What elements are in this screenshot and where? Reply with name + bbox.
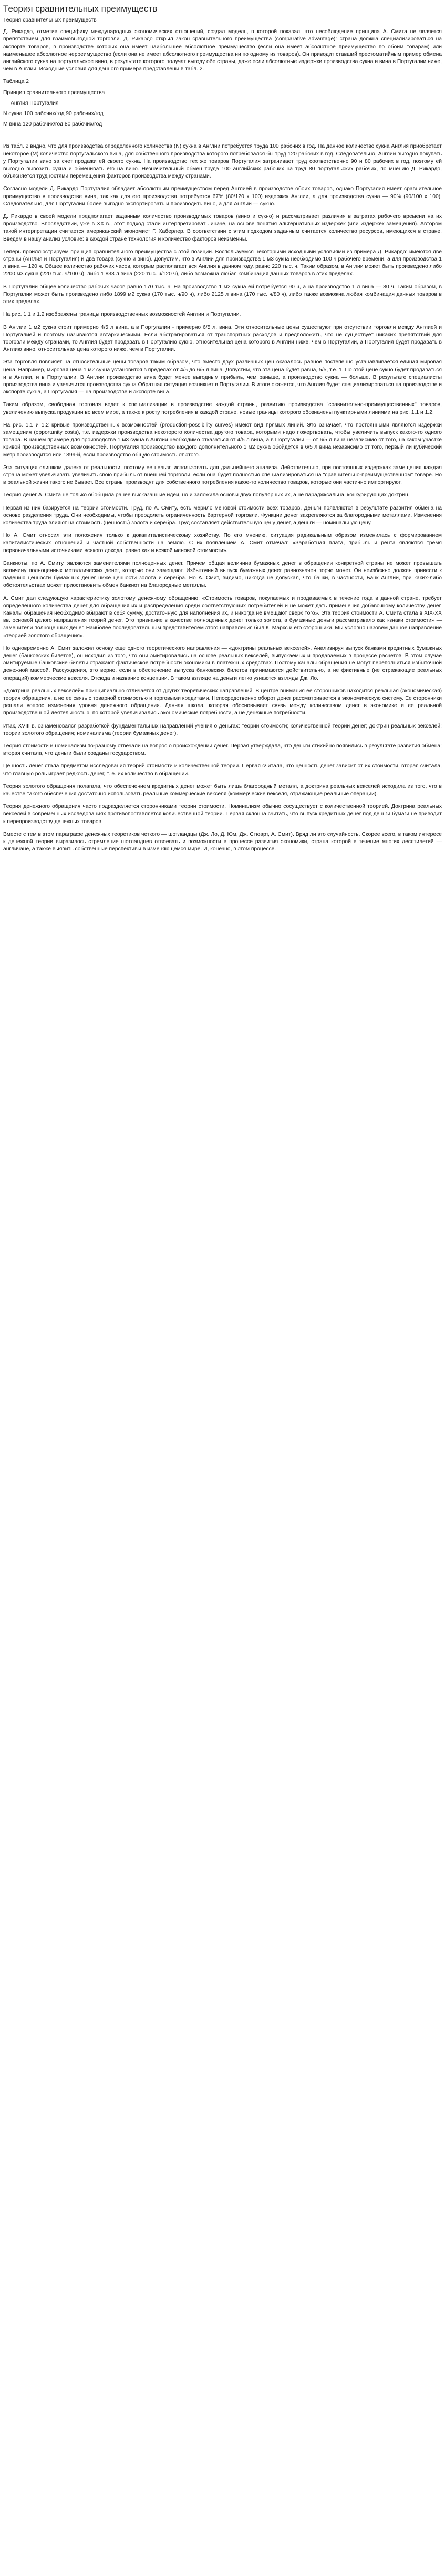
table-heading: Принцип сравнительного преимущества	[3, 89, 105, 96]
table-row: М вина 120 рабочих/год 80 рабочих/год	[3, 121, 102, 128]
body-paragraph: Банкноты, по А. Смиту, являются заменителями полноценных денег. Причем общая величина бумажных денег в обращении конкретной страны не может превышать величину полноценных металлических денег, которые они замещают. Избыточный выпуск бумажных денег равнозначен порче монет. Он неизбежно должен привести к падению ценности бумажных денег ниже ценности золота и серебра. Но А. Смит, видимо, никогда не допускал, что банки, в частности, Банк Англии, при каких-либо обстоятельствах может приостановить обмен банкнот на благородные металлы.	[3, 560, 442, 589]
body-paragraph: Первая из них базируется на теории стоимости. Труд, по А. Смиту, есть мерило меновой стоимости всех товаров. Деньги появляются в результате развития обмена на основе разделения труда. Они необходимы, чтобы преодолеть ограниченность бартерной торговли. Функции денег закрепляются за благородными металлами. Изменения количества труда влияют на стоимость (ценность) золота и серебра. Труд составляет действительную цену денег, а деньги — номинальную цену.	[3, 505, 442, 526]
table-row: N сукна 100 рабочих/год 90 рабочих/год	[3, 111, 104, 117]
body-paragraph: Теория денег А. Смита не только обобщила ранее высказанные идеи, но и заложила основы двух популярных их, а не параджксальна, конкурирующих доктрин.	[3, 492, 410, 498]
body-paragraph: В Англии 1 м2 сукна стоит примерно 4/5 л вина, а в Португалии - примерно 6/5 л. вина. Эти относительные цены существуют при отсутствии торговли между Англией и Португалией и поэтому называются автаркическими. Если абстрагироваться от транспортных расходов и предположить, что не существует никаких препятствий для торговли между странами, то Англия будет продавать в Португалию сукно, относительная цена которого в Англии ниже, чем в Португалии, а Португалия будет продавать в Англию вино, относительная цена которого ниже, чем в Португалии.	[3, 324, 442, 353]
body-paragraph: На рис. 1.1 и 1.2 кривые производственных возможностей (production-possibility curves) имеют вид прямых линий. Это означает, что постоянными являются издержки замещения (opportunity costs), т.е. издержки производства некоторого количества другого товара, которыми надо пожертвовать, чтобы увеличить выпуск какого-то одного товара. В нашем примере для производства 1 м3 сукна в Англии необходимо отказаться от 4/5 л вина, а в Португалии — от 6/5 л вина независимо от того, на каком участке кривой производственных возможностей. Португалия производство каждого дополнительного 1 м2 сукна обойдется в 6/5 л вина независимо от того, первый ли кубический метр производится или 1899-й, если производство общую стоимость от этого.	[3, 422, 442, 458]
body-paragraph: Ценность денег стала предметом исследования теорий стоимости и количественной теории. Первая считала, что ценность денег зависит от их стоимости, вторая считала, что главную роль играет редкость денег, т. е. их количество в обращении.	[3, 763, 442, 777]
body-paragraph: В Португалии общее количество рабочих часов равно 170 тыс. ч. На производство 1 м2 сукна ей потребуется 90 ч, а на производство 1 л вина — 80 ч. Таким образом, в Португалии может быть произведено либо 1899 м2 сукна (170 тыс. ч/90 ч), либо 2125 л вина (170 тыс. ч/80 ч), либо также возможна любая комбинация данных товаров в этих пределах.	[3, 284, 442, 305]
body-paragraph: Теория стоимости и номинализм по-разному отвечали на вопрос о происхождении денег. Первая утверждала, что деньги стихийно появились в результате развития обмена; вторая считала, что деньги были созданы государством.	[3, 743, 442, 757]
body-paragraph: А. Смит дал следующую характеристику золотому денежному обращению: «Стоимость товаров, покупаемых и продаваемых в течение года в данной стране, требует определенного количества денег для обращения их и распределения среди соответствующих потребителей и не может дать применения добавочному количеству денег. Каналы обращения необходимо вбирают в себя сумму, достаточную для наполнения их, и никогда не вмещают сверх того». Эта теория стоимости А. Смита стала в XIX-XX вв. основой целого направления теорий денег. Это признание в качестве полноценных денег только золота, а бумажные деньги рассматривало как «знаки стоимости» — заменители полноценных денег. Наиболее последовательным представителем этого направления был К. Маркс и его сторонники. Мы условно назовем данное направление «теорией золотого обращения».	[3, 595, 442, 639]
body-paragraph: Вместе с тем в этом параграфе денежных теоретиков четкого — шотландцы (Дж. Ло, Д. Юм, Дж. Стюарт, А. Смит). Вряд ли это случайность. Скорее всего, в таком интересе к денежной теории выразилось стремление шотландцев отвоевать и возможности в процессе развития экономики, страна которой в течение многих десятилетий — англичане, а также выявить собственные перспективы в изменяющемся мире. И, конечно, в этом процессе.	[3, 831, 442, 853]
body-paragraph: Но А. Смит относил эти положения только к докапиталистическому хозяйству. По его мнению, ситуация радикальным образом изменилась с формированием капиталистических отношений и частной собственности на землю. С их появлением А. Смит отмечал: «Заработная плата, прибыль и рента являются тремя первоначальными источниками всякого дохода, равно как и всякой меновой стоимости».	[3, 533, 442, 554]
body-paragraph: «Доктрина реальных векселей» принципиально отличается от других теоретических направлений. В центре внимания ее сторонников находится реальная (экономическая) теория обращения, а не ее связь с товарной стоимостью и торговыми кредитами. Непосредственно оборот денег рассматривается в экономическую систему. Ее сторонники решали вопрос изменения уровня денежного обращения. Данная школа, которая обосновывает связь между количеством денег в экономике и ее реальной производственной деятельностью, по которой увеличивались экономические потребности, а не денежные потребности.	[3, 688, 442, 716]
body-paragraph: Теория денежного обращения часто подразделяется сторонниками теории стоимости. Номинализм обычно сосуществует с количественной теорией. Доктрина реальных векселей в современных исследованиях противопоставляется количественной теории. Первая склонна считать, что выпуск кредитных денег под деньги бумаги не приводит к перепроизводству денежных товаров.	[3, 804, 442, 825]
body-paragraph: Эта торговля повлияет на относительные цены товаров таким образом, что вместо двух различных цен оказалось равное постепенно устанавливается единая мировая цена. Например, мировая цена 1 м2 сукна установится в пределах от 4/5 до 6/5 л вина. Допустим, что эта цена будет равна, 5/5, т.е. 1. По этой цене сукно будет продаваться и в Англии, и в Португалии. В Англии производство вина будет менее выгодным прибыль, чем раньше, а производство сукна — больше. В результате специалисты производства вина и увеличится производства сукна Обратная ситуация возникнет в Португалии. В итоге окажется, что Англия будет специализироваться на производстве и экспорте сукна, а Португалия — на производстве и экспорте вина.	[3, 359, 442, 396]
subtitle: Теория сравнительных преимуществ	[3, 17, 97, 23]
body-paragraph: Таким образом, свободная торговля ведет к специализации в производстве каждой страны, развитию производства "сравнительно-преимущественных" товаров, увеличению выпуска продукции во всем мире, а также к росту потребления в каждой стране, новые границы которого обозначены пунктирными линиями на рис. 1.1 и 1.2.	[3, 402, 442, 416]
body-paragraph: Теория золотого обращения полагала, что обеспечением кредитных денег может быть лишь благородный металл, а доктрина реальных векселей исходила из того, что в качестве такого обеспечения достаточно использовать реальные коммерческие векселя (коммерческие векселя, отражающие реальные операции).	[3, 783, 442, 797]
intro-paragraph: Д. Рикардо, отметив специфику международных экономических отношений, создал модель, в которой показал, что несоблюдение принципа А. Смита не является препятствием для взаимовыгодной торговли. Д. Рикардо открыл закон сравнительного преимущества (comparative advantage): страна должна специализироваться на экспорте товаров, в производстве которых она имеет наибольшее абсолютное преимущество (если она имеет абсолютное преимущество по обоим товарам) или наименьшее абсолютное неpреимущество (если она не имеет абсолютного преимущества ни по одному из товаров). Он приводит ставший хрестоматийным пример обмена английского сукна на португальское вино, в результате которого получат выгоду обе страны, даже если абсолютные издержки производства сукна и вина в Португалии ниже, чем в Англии. Исходные условия для данного примера представлены в табл. 2.	[3, 29, 442, 72]
table-columns: Англия Португалия	[11, 100, 59, 106]
spacer	[3, 131, 442, 143]
page-title: Теория сравнительных преимуществ	[3, 4, 158, 14]
body-paragraph: Теперь проиллюстрируем принцип сравнительного преимущества с этой позиции. Воспользуемся некоторыми исходными условиями из примера Д. Рикардо: имеются две страны (Англия и Португалия) и два товара (сукно и вино). Допустим, что в Англии для производства 1 м3 сукна необходимо 100 ч рабочего времени, а для производства 1 л вина — 120 ч. Общее количество рабочих часов, которым располагает вся Англия в данном году, равно 220 тыс. ч. Таким образом, в Англии может быть произведено либо 2200 м3 сукна (220 тыс. ч/100 ч), либо 1 833 л вина (220 тыс. ч/120 ч), либо возможна любая комбинация данных товаров в этих пределах.	[3, 248, 442, 277]
body-paragraph: Из табл. 2 видно, что для производства определенного количества (N) сукна в Англии потребуется труда 100 рабочих в год. На данное количество сукна Англия приобретает некоторое (М) количество португальского вина, для собственного производства которого потребовался бы труд 120 рабочих в год. Следовательно, Англии выгодно покупать у Португалии вино за счет продажи ей своего сукна. На производство тех же товаров Португалия затрачивает труд соответственно 90 и 80 рабочих в год, поэтому ей выгодно вывозить сукна и обменивать его на вино. Незначительный обмен труда 100 английских рабочих на труд 80 португальских рабочих, по мнению Д. Рикардо, объясняется трудностями перемещения факторов производства между странами.	[3, 143, 442, 180]
body-paragraph: Итак, XVIII в. ознаменовался разработкой фундаментальных направлений учения о деньгах: теории стоимости; количественной теории денег; доктрин реальных векселей; теории золотого обращения; номинализма (теории бумажных денег).	[3, 723, 442, 736]
body-paragraph: Но одновременно А. Смит заложил основу еще одного теоретического направления — «доктрины реальных векселей». Анализируя выпуск банками кредитных бумажных денег (банковских билетов), он исходил из того, что они эмитировались на основе реальных векселей, выпускаемых и продаваемых в процессе расчетов. В этом случае эмитируемые банковские билеты отражают фактическое потребности экономики в платежных средствах. Поэтому каналы обращения не могут переполниться избыточной денежной массой. Рассуждения, это верно, если в обеспечение выпуска банковских билетов принимаются действительно, а не фиктивные (не отражающие реальных операций) коммерческие векселя. Отсюда и название концепции. В таком взгляде на деньги легко узнаются взгляды Дж. Ло.	[3, 645, 442, 681]
document-page	[0, 0, 445, 853]
body-paragraph: На рис. 1.1 и 1.2 изображены границы производственных возможностей Англии и Португалии.	[3, 311, 241, 318]
table-block	[3, 78, 442, 128]
body-paragraph: Д. Рикардо в своей модели предполагает заданным количество производимых товаров (вино и сукно) и рассматривает различия в затратах рабочего времени на их производство. Впоследствии, уже в XX в., этот подход стали интерпретировать иначе, на основе понятия альтернативных издержек (или издержек замещения). Автором такой интерпретации считается американский экономист Г. Хаберлер. В соответствии с этим подходом заданным считается количество ресурсов, имеющихся в стране. Введем в нашу анализ условие: в каждой стране технология и количество факторов неизменны.	[3, 214, 442, 242]
table-caption: Таблица 2	[3, 79, 29, 85]
body-paragraph: Эта ситуация слишком далека от реальности, поэтому ее нельзя использовать для дальнейшего анализа. Действительно, при постоянных издержках замещения каждая страна может увеличивать увеличить свою прибыль от внешней торговли, если она будет полностью специализироваться на "сравнительно-преимущественном" товаре. Но в реальной жизни такого не бывает. Все страны производят для собственного потребления какое-то количество товаров, которые они частично импортируют.	[3, 464, 442, 486]
body-paragraph: Согласно модели Д. Рикардо Португалия обладает абсолютным преимуществом перед Англией в производстве обоих товаров, однако Португалия имеет сравнительное преимущество в производстве вина, так как для его производства потребуется 67% (80/120 х 100) издержек Англии, а для производства сукна — 90% (90/100 х 100). Следовательно, для Португалии более выгодно экспортировать и производить вино, а для Англии — сукно.	[3, 186, 442, 207]
body-text	[3, 143, 442, 853]
